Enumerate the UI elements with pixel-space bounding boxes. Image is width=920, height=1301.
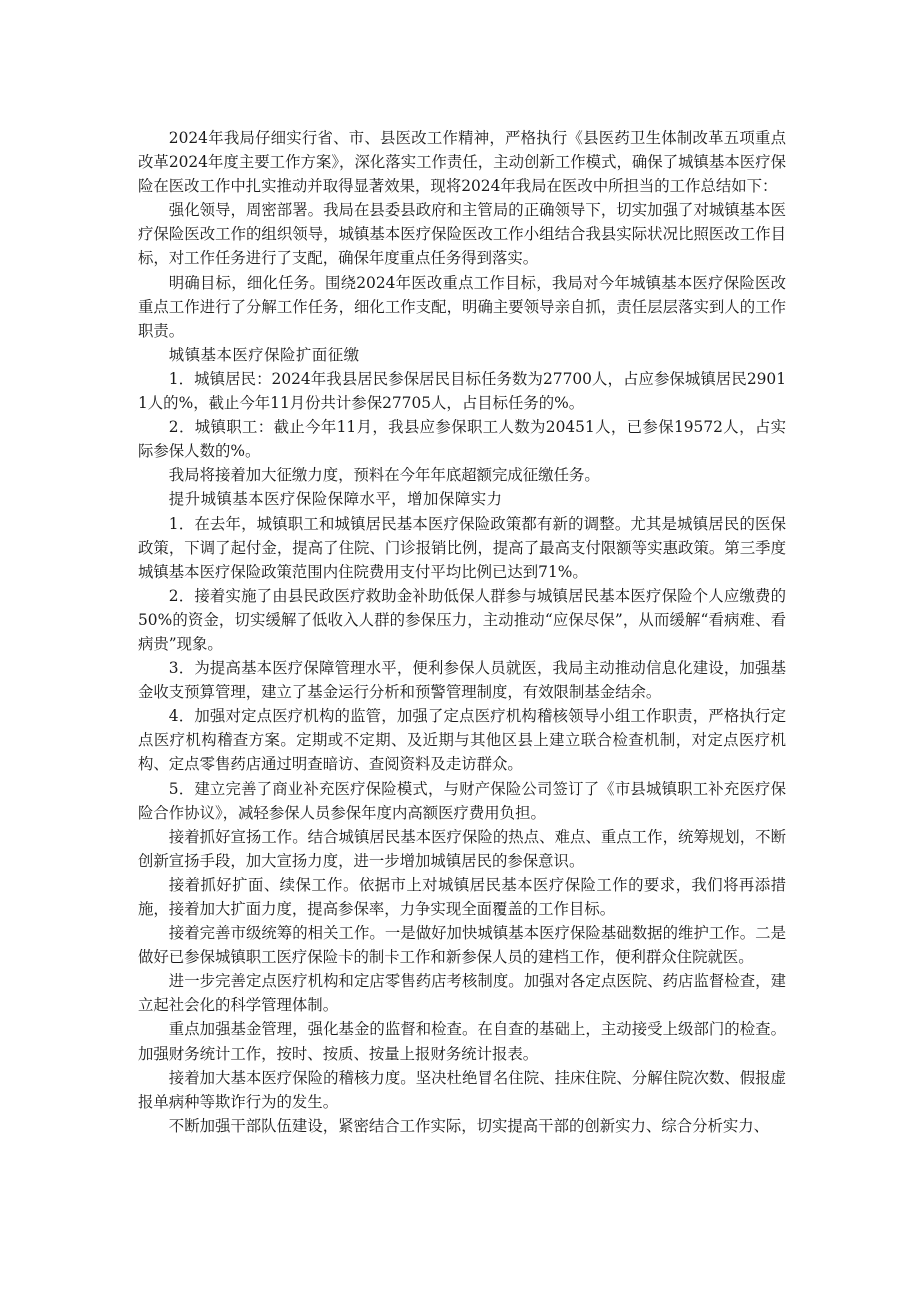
paragraph-list-item: 1．在去年，城镇职工和城镇居民基本医疗保险政策都有新的调整。尤其是城镇居民的医保政策，下调了起付金，提高了住院、门诊报销比例，提高了最高支付限额等实惠政策。第三季度城镇基本医疗保险政策范围内住院费用支付平均比例已达到71%。 bbox=[138, 514, 786, 581]
section-heading-expansion: 城镇基本医疗保险扩面征缴 bbox=[168, 345, 360, 364]
paragraph-audit: 接着加大基本医疗保险的稽核力度。坚决杜绝冒名住院、挂床住院、分解住院次数、假报虚报单病种等欺诈行为的发生。 bbox=[138, 1068, 786, 1111]
paragraph-list-item: 1．城镇居民：2024年我县居民参保居民目标任务数为27700人，占应参保城镇居民29011人的%，截止今年11月份共计参保27705人，占目标任务的%。 bbox=[138, 369, 786, 413]
paragraph-city-coordination: 接着完善市级统筹的相关工作。一是做好加快城镇基本医疗保险基础数据的维护工作。二是做好已参保城镇职工医疗保险卡的制卡工作和新参保人员的建档工作，便利群众住院就医。 bbox=[138, 924, 786, 967]
paragraph-goals: 明确目标，细化任务。围绕2024年医改重点工作目标，我局对今年城镇基本医疗保险医改重点工作进行了分解工作任务，细化工作支配，明确主要领导亲自抓，责任层层落实到人的工作职责。 bbox=[138, 273, 786, 340]
paragraph-team-building: 不断加强干部队伍建设，紧密结合工作实际，切实提高干部的创新实力、综合分析实力、 bbox=[168, 1116, 770, 1135]
paragraph-list-item: 3．为提高基本医疗保障管理水平，便利参保人员就医，我局主动推动信息化建设，加强基金收支预算管理，建立了基金运行分析和预警管理制度，有效限制基金结余。 bbox=[138, 659, 786, 702]
paragraph-intro: 2024年我局仔细实行省、市、县医改工作精神，严格执行《县医药卫生体制改革五项重点改革2024年度主要工作方案》，深化落实工作责任，主动创新工作模式，确保了城镇基本医疗保险在医改工作中扎实推动并取得显著效果，现将2024年我局在医改中所担当的工作总结如下： bbox=[138, 129, 786, 196]
paragraph-publicity: 接着抓好宣扬工作。结合城镇居民基本医疗保险的热点、难点、重点工作，统筹规划，不断创新宣扬手段，加大宣扬力度，进一步增加城镇居民的参保意识。 bbox=[138, 827, 786, 870]
paragraph-collection: 我局将接着加大征缴力度，预料在今年年底超额完成征缴任务。 bbox=[168, 466, 600, 485]
paragraph-fund-management: 重点加强基金管理，强化基金的监督和检查。在自查的基础上，主动接受上级部门的检查。加强财务统计工作，按时、按质、按量上报财务统计报表。 bbox=[138, 1020, 786, 1063]
paragraph-list-item: 2．接着实施了由县民政医疗救助金补助低保人群参与城镇居民基本医疗保险个人应缴费的50%的资金，切实缓解了低收入人群的参保压力，主动推动“应保尽保”，从而缓解“看病难、看病贵”现象。 bbox=[138, 586, 786, 653]
paragraph-list-item: 5．建立完善了商业补充医疗保险模式，与财产保险公司签订了《市县城镇职工补充医疗保险合作协议》，减轻参保人员参保年度内高额医疗费用负担。 bbox=[138, 779, 786, 822]
paragraph-leadership: 强化领导，周密部署。我局在县委县政府和主管局的正确领导下，切实加强了对城镇基本医疗保险医改工作的组织领导，城镇基本医疗保险医改工作小组结合我县实际状况比照医改工作目标，对工作任务进行了支配，确保年度重点任务得到落实。 bbox=[138, 201, 786, 268]
paragraph-assessment: 进一步完善定点医疗机构和定店零售药店考核制度。加强对各定点医院、药店监督检查，建立起社会化的科学管理体制。 bbox=[138, 972, 786, 1015]
paragraph-list-item: 2．城镇职工：截止今年11月，我县应参保职工人数为20451人，已参保19572人，占实际参保人数的%。 bbox=[138, 418, 786, 461]
section-heading-protection: 提升城镇基本医疗保险保障水平，增加保障实力 bbox=[168, 490, 503, 509]
paragraph-list-item: 4．加强对定点医疗机构的监管，加强了定点医疗机构稽核领导小组工作职责，严格执行定点医疗机构稽查方案。定期或不定期、及近期与其他区县上建立联合检查机制，对定点医疗机构、定点零售药店通过明查暗访、查阅资料及走访群众。 bbox=[138, 707, 786, 774]
paragraph-expansion: 接着抓好扩面、续保工作。依据市上对城镇居民基本医疗保险工作的要求，我们将再添措施，接着加大扩面力度，提高参保率，力争实现全面覆盖的工作目标。 bbox=[138, 875, 786, 918]
document-body bbox=[138, 126, 786, 1138]
